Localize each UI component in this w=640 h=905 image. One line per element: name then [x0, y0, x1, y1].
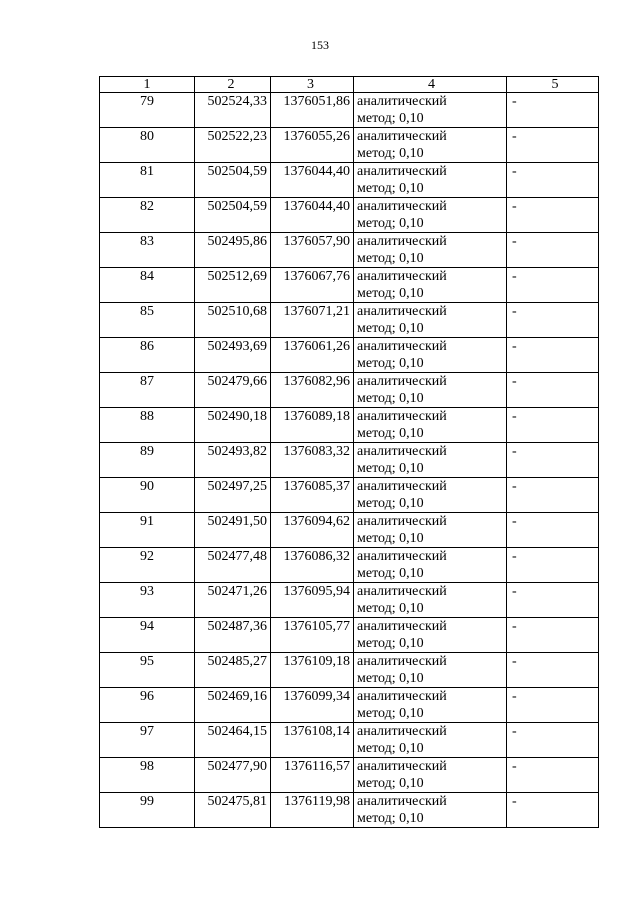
- coordinate-y-cell: 1376095,94: [271, 583, 354, 618]
- method-line-2: метод; 0,10: [357, 706, 424, 721]
- coordinate-y-cell: 1376085,37: [271, 478, 354, 513]
- method-cell: [354, 443, 507, 478]
- coordinate-y-cell: 1376083,32: [271, 443, 354, 478]
- method-line-1: аналитический: [357, 514, 447, 529]
- method-line-1: аналитический: [357, 619, 447, 634]
- method-cell: [354, 548, 507, 583]
- method-line-1: аналитический: [357, 199, 447, 214]
- coordinate-x-cell: 502522,23: [195, 128, 271, 163]
- coordinate-y-cell: 1376044,40: [271, 163, 354, 198]
- table-row: [100, 163, 599, 198]
- coordinate-x-cell: 502491,50: [195, 513, 271, 548]
- method-line-1: аналитический: [357, 339, 447, 354]
- note-cell: -: [507, 443, 599, 478]
- method-line-1: аналитический: [357, 129, 447, 144]
- method-line-2: метод; 0,10: [357, 566, 424, 581]
- point-number-cell: 79: [100, 93, 195, 128]
- coordinate-x-cell: 502495,86: [195, 233, 271, 268]
- method-line-2: метод; 0,10: [357, 251, 424, 266]
- coordinate-y-cell: 1376086,32: [271, 548, 354, 583]
- coordinate-y-cell: 1376067,76: [271, 268, 354, 303]
- table-row: [100, 583, 599, 618]
- coordinate-y-cell: 1376044,40: [271, 198, 354, 233]
- coordinate-x-cell: 502469,16: [195, 688, 271, 723]
- point-number-cell: 82: [100, 198, 195, 233]
- method-line-2: метод; 0,10: [357, 146, 424, 161]
- method-line-1: аналитический: [357, 724, 447, 739]
- note-cell: -: [507, 688, 599, 723]
- method-line-1: аналитический: [357, 304, 447, 319]
- method-line-2: метод; 0,10: [357, 671, 424, 686]
- method-cell: [354, 303, 507, 338]
- note-cell: -: [507, 653, 599, 688]
- coordinate-y-cell: 1376071,21: [271, 303, 354, 338]
- point-number-cell: 93: [100, 583, 195, 618]
- point-number-cell: 83: [100, 233, 195, 268]
- coordinate-y-cell: 1376099,34: [271, 688, 354, 723]
- coordinate-x-cell: 502464,15: [195, 723, 271, 758]
- note-cell: -: [507, 513, 599, 548]
- table-row: [100, 443, 599, 478]
- method-cell: [354, 513, 507, 548]
- coordinate-x-cell: 502524,33: [195, 93, 271, 128]
- point-number-cell: 99: [100, 793, 195, 828]
- table-row: [100, 513, 599, 548]
- note-cell: -: [507, 548, 599, 583]
- coordinate-x-cell: 502487,36: [195, 618, 271, 653]
- coordinate-x-cell: 502485,27: [195, 653, 271, 688]
- method-cell: [354, 478, 507, 513]
- method-line-2: метод; 0,10: [357, 111, 424, 126]
- point-number-cell: 97: [100, 723, 195, 758]
- method-line-2: метод; 0,10: [357, 601, 424, 616]
- column-header-3: 3: [271, 77, 354, 93]
- point-number-cell: 96: [100, 688, 195, 723]
- point-number-cell: 81: [100, 163, 195, 198]
- note-cell: -: [507, 338, 599, 373]
- table-row: [100, 233, 599, 268]
- table-row: [100, 268, 599, 303]
- coordinate-x-cell: 502504,59: [195, 163, 271, 198]
- method-line-1: аналитический: [357, 689, 447, 704]
- coordinate-y-cell: 1376116,57: [271, 758, 354, 793]
- method-line-2: метод; 0,10: [357, 391, 424, 406]
- method-line-2: метод; 0,10: [357, 286, 424, 301]
- note-cell: -: [507, 373, 599, 408]
- table-row: [100, 548, 599, 583]
- coordinate-x-cell: 502477,90: [195, 758, 271, 793]
- table-row: [100, 93, 599, 128]
- point-number-cell: 90: [100, 478, 195, 513]
- coordinates-table: [99, 76, 599, 828]
- note-cell: -: [507, 793, 599, 828]
- method-cell: [354, 618, 507, 653]
- table-row: [100, 408, 599, 443]
- point-number-cell: 87: [100, 373, 195, 408]
- table-row: [100, 793, 599, 828]
- point-number-cell: 89: [100, 443, 195, 478]
- method-line-1: аналитический: [357, 794, 447, 809]
- method-cell: [354, 653, 507, 688]
- table-row: [100, 478, 599, 513]
- table-row: [100, 198, 599, 233]
- method-line-2: метод; 0,10: [357, 811, 424, 826]
- table-row: [100, 758, 599, 793]
- method-cell: [354, 128, 507, 163]
- coordinate-x-cell: 502471,26: [195, 583, 271, 618]
- method-line-2: метод; 0,10: [357, 776, 424, 791]
- method-line-1: аналитический: [357, 479, 447, 494]
- method-cell: [354, 268, 507, 303]
- point-number-cell: 80: [100, 128, 195, 163]
- method-cell: [354, 198, 507, 233]
- method-line-1: аналитический: [357, 584, 447, 599]
- method-line-1: аналитический: [357, 409, 447, 424]
- method-line-1: аналитический: [357, 94, 447, 109]
- method-cell: [354, 93, 507, 128]
- page-number: 153: [311, 38, 329, 52]
- coordinate-x-cell: 502477,48: [195, 548, 271, 583]
- point-number-cell: 85: [100, 303, 195, 338]
- coordinate-y-cell: 1376108,14: [271, 723, 354, 758]
- note-cell: -: [507, 128, 599, 163]
- note-cell: -: [507, 583, 599, 618]
- method-cell: [354, 163, 507, 198]
- method-cell: [354, 408, 507, 443]
- method-line-2: метод; 0,10: [357, 321, 424, 336]
- coordinate-x-cell: 502493,82: [195, 443, 271, 478]
- point-number-cell: 84: [100, 268, 195, 303]
- method-cell: [354, 583, 507, 618]
- method-line-2: метод; 0,10: [357, 216, 424, 231]
- method-line-1: аналитический: [357, 374, 447, 389]
- method-cell: [354, 723, 507, 758]
- coordinate-y-cell: 1376051,86: [271, 93, 354, 128]
- coordinate-y-cell: 1376105,77: [271, 618, 354, 653]
- coordinate-x-cell: 502512,69: [195, 268, 271, 303]
- coordinate-x-cell: 502497,25: [195, 478, 271, 513]
- coordinate-x-cell: 502493,69: [195, 338, 271, 373]
- point-number-cell: 92: [100, 548, 195, 583]
- method-line-2: метод; 0,10: [357, 356, 424, 371]
- coordinate-y-cell: 1376057,90: [271, 233, 354, 268]
- note-cell: -: [507, 303, 599, 338]
- coordinate-y-cell: 1376055,26: [271, 128, 354, 163]
- coordinate-x-cell: 502504,59: [195, 198, 271, 233]
- coordinate-y-cell: 1376109,18: [271, 653, 354, 688]
- method-line-2: метод; 0,10: [357, 496, 424, 511]
- method-line-2: метод; 0,10: [357, 426, 424, 441]
- note-cell: -: [507, 618, 599, 653]
- method-line-1: аналитический: [357, 759, 447, 774]
- method-line-1: аналитический: [357, 234, 447, 249]
- method-cell: [354, 758, 507, 793]
- note-cell: -: [507, 93, 599, 128]
- table-body: [100, 93, 599, 828]
- method-line-2: метод; 0,10: [357, 741, 424, 756]
- method-cell: [354, 688, 507, 723]
- note-cell: -: [507, 758, 599, 793]
- column-header-5: 5: [507, 77, 599, 93]
- coordinate-y-cell: 1376089,18: [271, 408, 354, 443]
- note-cell: -: [507, 198, 599, 233]
- coordinate-y-cell: 1376119,98: [271, 793, 354, 828]
- note-cell: -: [507, 233, 599, 268]
- method-line-2: метод; 0,10: [357, 461, 424, 476]
- table-row: [100, 723, 599, 758]
- point-number-cell: 95: [100, 653, 195, 688]
- table-row: [100, 688, 599, 723]
- coordinate-x-cell: 502510,68: [195, 303, 271, 338]
- note-cell: -: [507, 723, 599, 758]
- table-row: [100, 653, 599, 688]
- coordinate-x-cell: 502475,81: [195, 793, 271, 828]
- method-line-2: метод; 0,10: [357, 531, 424, 546]
- column-header-2: 2: [195, 77, 271, 93]
- table-row: [100, 338, 599, 373]
- table-row: [100, 618, 599, 653]
- note-cell: -: [507, 163, 599, 198]
- coordinate-y-cell: 1376082,96: [271, 373, 354, 408]
- table-row: [100, 128, 599, 163]
- coordinate-x-cell: 502479,66: [195, 373, 271, 408]
- method-line-1: аналитический: [357, 549, 447, 564]
- method-cell: [354, 233, 507, 268]
- coordinate-x-cell: 502490,18: [195, 408, 271, 443]
- method-cell: [354, 373, 507, 408]
- coordinate-y-cell: 1376061,26: [271, 338, 354, 373]
- table-row: [100, 373, 599, 408]
- method-line-1: аналитический: [357, 269, 447, 284]
- point-number-cell: 94: [100, 618, 195, 653]
- point-number-cell: 91: [100, 513, 195, 548]
- note-cell: -: [507, 478, 599, 513]
- method-line-2: метод; 0,10: [357, 636, 424, 651]
- method-line-1: аналитический: [357, 164, 447, 179]
- point-number-cell: 88: [100, 408, 195, 443]
- coordinate-y-cell: 1376094,62: [271, 513, 354, 548]
- column-header-4: 4: [354, 77, 507, 93]
- method-line-1: аналитический: [357, 654, 447, 669]
- method-cell: [354, 338, 507, 373]
- note-cell: -: [507, 268, 599, 303]
- method-line-1: аналитический: [357, 444, 447, 459]
- column-header-1: 1: [100, 77, 195, 93]
- table-row: [100, 303, 599, 338]
- point-number-cell: 86: [100, 338, 195, 373]
- table-header-row: [100, 77, 599, 93]
- method-cell: [354, 793, 507, 828]
- point-number-cell: 98: [100, 758, 195, 793]
- note-cell: -: [507, 408, 599, 443]
- method-line-2: метод; 0,10: [357, 181, 424, 196]
